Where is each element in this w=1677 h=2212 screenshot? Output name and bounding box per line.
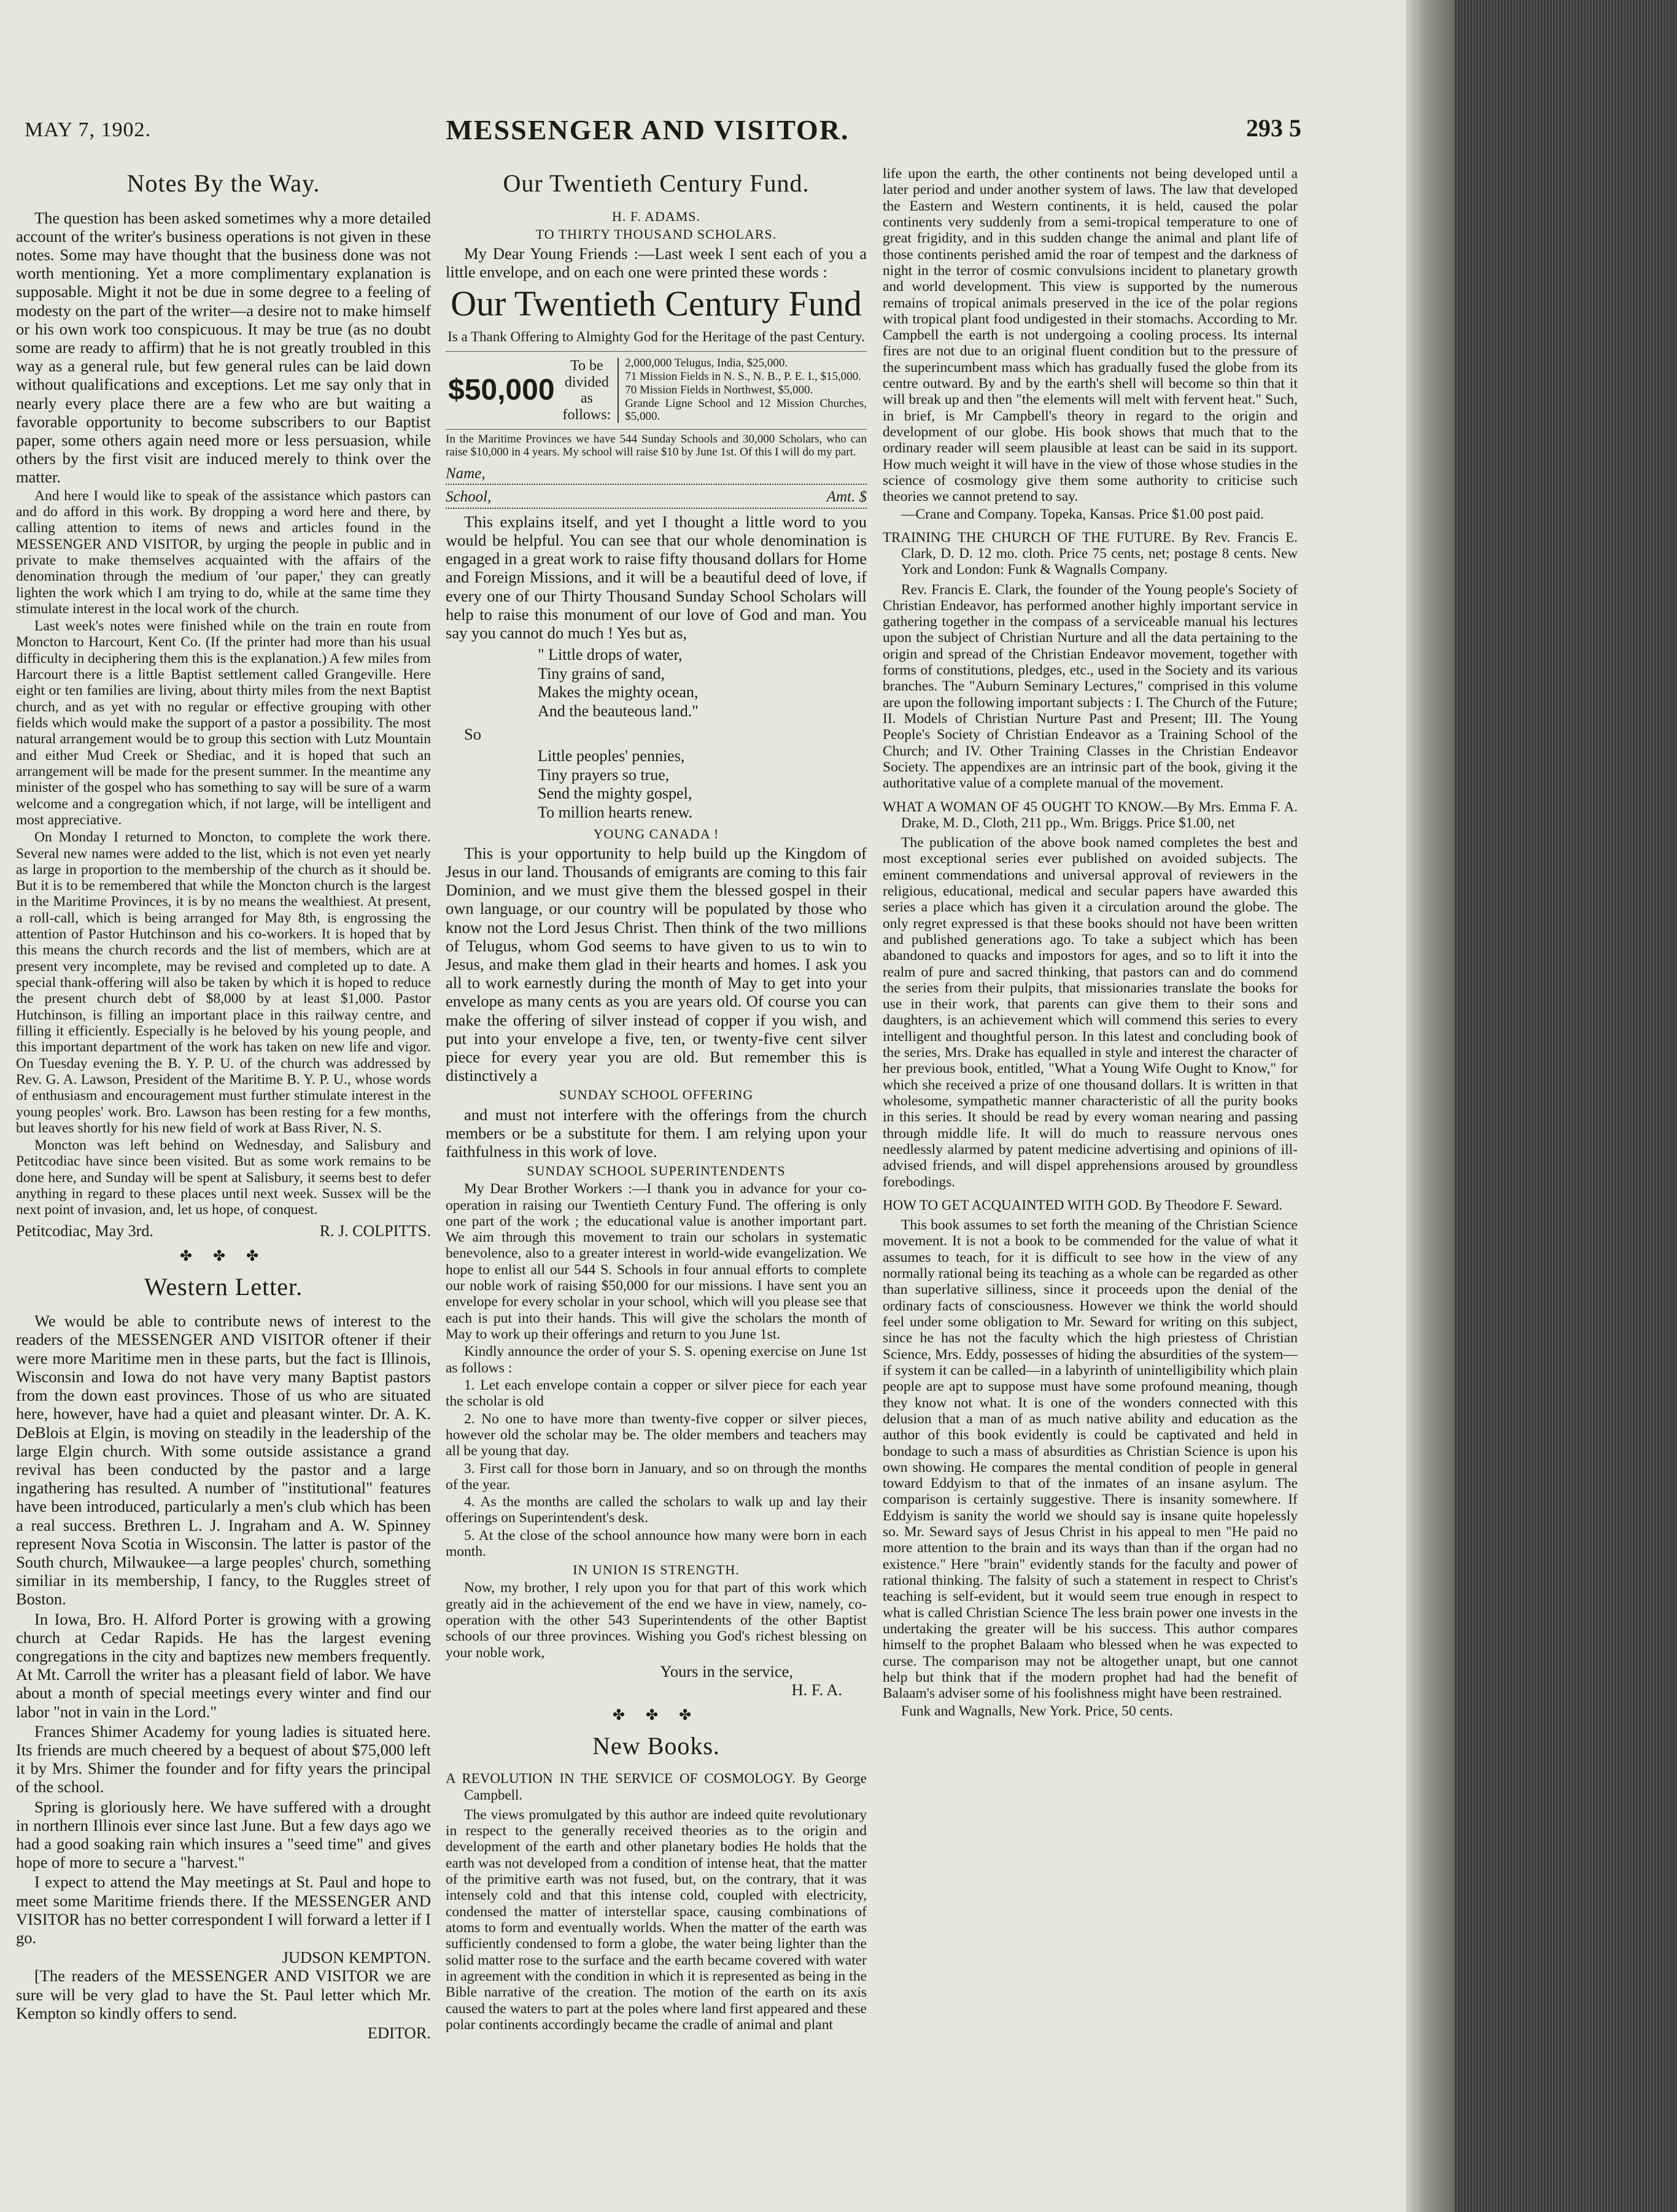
notes-paragraph: On Monday I returned to Moncton, to complete the work there. Several new names were added to the list, which is not even yet nearly as large in proportion to the membership of the church as it should be. But it is to be remembered that while the Moncton church is the largest in the Maritime Provinces, it is by no means the wealthiest. At present, a roll-call, which is being arranged for May 8th, is engrossing the attention of Pastor Hutchinson and his co-workers. It is hoped that by this means the church records and the list of members, which are at present very incomplete, may be revised and completed up to date. A special thank-offering will also be taken by which it is hoped to reduce the present church debt of $8,000 by at least $1,000. Pastor Hutchinson, is filling an important place in this railway centre, and filling it efficiently. Especially is he beloved by his young people, and this important department of the work has taken on new life and vigor. On Tuesday evening the B. Y. P. U. of the church was addressed by Rev. G. A. Lawson, President of the Maritime B. Y. P. U., whose words of enthusiasm and encouragement must further stimulate interest in the young peoples' work. Bro. Lawson has been resting for a few months, but leaves shortly for his new field of work at Bass River, N. S. [16, 829, 431, 1136]
issue-date: MAY 7, 1902. [25, 118, 151, 141]
poem-line: Tiny prayers so true, [538, 765, 670, 784]
union-heading: IN UNION IS STRENGTH. [573, 1562, 740, 1578]
order-step: 3. First call for those born in January, and so on through the months of the year. [446, 1460, 867, 1493]
book-review: Rev. Francis E. Clark, the founder of the Young people's Society of Christian Endeavor, has performed another highly important service in gathering together in the compass of a serviceable manual his lectures upon the subject of Christian Nurture and all the data pertaining to the origin and spread of the Christian Endeavor movement, together with forms of constitutions, pledges, etc., used in the Society and its various branches. The "Auburn Seminary Lectures," comprised in this volume are upon the following important subjects : I. The Church of the Future; II. Models of Christian Nurture Past and Present; III. The Young People's Society of Christian Endeavor as a Training School of the Church; and IV. Other Training Classes in the Christian Endeavor Society. The appendixes are an intrinsic part of the book, giving it the authoritative value of a complete manual of the movement. [883, 581, 1298, 792]
editor-signature: EDITOR. [367, 2024, 431, 2042]
envelope-subtitle: Is a Thank Offering to Almighty God for the Heritage of the past Century. [447, 329, 865, 345]
young-canada-heading: YOUNG CANADA ! [593, 826, 719, 841]
ss-superintendents-heading: SUNDAY SCHOOL SUPERINTENDENTS [527, 1163, 786, 1179]
order-step: 4. As the months are called the scholars to walk up and lay their offerings on Superintendent's desk. [446, 1494, 867, 1526]
poem-line: Makes the mighty ocean, [538, 683, 699, 702]
fund-closing: Yours in the service, [660, 1662, 793, 1681]
fund-paragraph: Kindly announce the order of your S. S. opening exercise on June 1st as follows : [446, 1344, 867, 1376]
notes-signature: R. J. COLPITTS. [319, 1221, 431, 1240]
notes-signoff [16, 1222, 431, 1240]
book-review: This book assumes to set forth the meaning of the Christian Science movement. It is not a book to be commended for the value of what it assumes to teach, for it is difficult to see how in the view of any normally rational being its teaching as a whole can be regarded as other than superlative silliness, since it proceeds upon the denial of the ordinary facts of consciousness. However we think the world should feel under some obligation to Mr. Seward for writing on this subject, since he has not the faculty which the high priestess of Christian Science, Mrs. Eddy, possesses of hiding the absurdities of the system—if system it can be called—in a labyrinth of unintelligibility which plain people are apt to suppose must have some profound meaning, though they know not what. It is one of the wonders connected with this delusion that a man of as much native ability and education as the author of this book evidently is could be captivated and held in bondage to such a mass of absurdities as Christian Science is upon his own showing. He compares the mental condition of people in general toward Eddyism to that of the inmates of an insane asylum. The comparison is certainly suggestive. There is insanity somewhere. If Eddyism is sanity the world we should say is insane quite hopelessly so. Mr. Seward says of Jesus Christ in his appeal to men "He paid no more attention to the brain and its ways than than if the organ had no existence." Here "brain" evidently stands for the faculty and power of rational thinking. The falsity of such a statement in respect to Christ's teaching is self-evident, but it would seem true enough in respect to what is called Christian Science The less brain power one invests in the undertaking the greater will be his success. This author compares himself to the prophet Balaam who blessed when he was expected to curse. The comparison may not be altogether unapt, but one cannot help but think that if the modern prophet had had the benefit of Balaam's adviser some of his foolishness might have been restrained. [883, 1217, 1298, 1702]
western-letter-title: Western Letter. [144, 1272, 303, 1301]
western-signature: JUDSON KEMPTON. [282, 1948, 431, 1967]
page-binding [1406, 0, 1455, 2212]
fund-allocation-list [619, 357, 867, 423]
western-paragraph: In Iowa, Bro. H. Alford Porter is growing with a growing church at Cedar Rapids. He has the largest evening congregations in the city and baptizes new members frequently. At Mt. Carroll the writer has a pleasant field of labor. We have about a month of special meetings every winter and find our labor "not in vain in the Lord." [16, 1609, 431, 1721]
new-books-title: New Books. [592, 1731, 720, 1760]
notes-paragraph: Last week's notes were finished while on the train en route from Moncton to Harcourt, Kent Co. (If the printer had more than his usual difficulty in deciphering them this is the explanation.) A few miles from Harcourt there is a little Baptist settlement called Grangeville. Here eight or ten families are living, about thirty miles from the next Baptist church, and as yet with no regular or effective grouping with other fields which would make the support of a pastor a possibility. The most natural arrangement would be to group this section with Lutz Mountain and either Mud Creek or Shediac, and it is hoped that such an arrangement will be made for the present summer. In the meantime any minister of the gospel who has something to say will be sure of a warm welcome and a congregation which, if not large, will be intelligent and most appreciative. [16, 618, 431, 828]
fund-line: 71 Mission Fields in N. S., N. B., P. E. I., $15,000. [625, 370, 862, 384]
page-number: 293 5 [1246, 114, 1301, 142]
page-edges [1455, 0, 1677, 2212]
western-paragraph: Spring is gloriously here. We have suffered with a drought in northern Illinois ever since last June. But a few days ago we had a good soaking rain which insures a "seed time" and gives hope of more to secure a "harvest." [16, 1797, 431, 1872]
poem-1 [538, 646, 867, 721]
fund-note: In the Maritime Provinces we have 544 Sunday Schools and 30,000 Scholars, who can raise $10,000 in 4 years. My school will raise $10 by June 1st. Of this I will do my part. [446, 432, 867, 458]
fund-addressee: TO THIRTY THOUSAND SCHOLARS. [535, 226, 777, 242]
fund-line: Grande Ligne School and 12 Mission Churches, $5,000. [625, 397, 867, 423]
name-blank: Name, [446, 465, 867, 485]
poem-line: Tiny grains of sand, [538, 664, 665, 683]
column-3 [883, 166, 1298, 1720]
fund-author: H. F. ADAMS. [611, 208, 701, 224]
book-review: The publication of the above book named completes the best and most exceptional series ever published on avoided subjects. The eminent commendations and universal approval of reviewers in the religious, educational, medical and secular papers have awarded this series a place which has given it a circulation around the globe. The only regret expressed is that these books should not have been written and published generations ago. To take a subject which has been abandoned to quacks and impostors for ages, and so to lift it into the realm of pure and sacred thinking, that pastors can and do commend the series from their pulpits, that missionaries translate the books for use in their work, that parents can give them to their sons and daughters, is an achievement which will commend this series to every intelligent and thoughtful person. In this latest and concluding book of the series, Mrs. Drake has equalled in style and interest the character of her previous book, entitled, "What a Young Wife Ought to Know," for which she received a prize of one thousand dollars. It is written in that wholesome, sympathetic manner characteristic of all the purity books in this series. It should be read by every woman nearing and passing through middle life. It will do much to reassure nervous ones needlessly alarmed by patent medicine advertising and opinions of ill-advised friends, and will dispel apprehensions aroused by groundless forebodings. [883, 835, 1298, 1190]
section-ornament: ✤ ✤ ✤ [612, 1707, 700, 1724]
book-publisher: Funk and Wagnalls, New York. Price, 50 cents. [901, 1703, 1173, 1719]
fund-paragraph: Now, my brother, I rely upon you for that part of this work which greatly aid in the achievement of the end we have in view, namely, co-operation with the other 543 Superintendents of the other Baptist schools of our three provinces. Wishing you God's richest blessing on your noble work, [446, 1580, 867, 1661]
western-paragraph: We would be able to contribute news of interest to the readers of the MESSENGER AND VISITOR oftener if their were more Maritime men in these parts, but the fact is Illinois, Wisconsin and Iowa do not have very many Baptist pastors from the down east provinces. Those of us who are situated here, however, have had a quiet and pleasant winter. Dr. A. K. DeBlois at Elgin, is moving on steadily in the leadership of the large Elgin church. With some outside assistance a grand revival has been conducted by the pastor and a large ingathering has resulted. A number of "institutional" features have been introduced, particularly a men's club which has been a real success. Brethren L. J. Ingraham and A. W. Spinney represent Nova Scotia in Wisconsin. The latter is pastor of the South church, Milwaukee—a large peoples' church, something similiar in its membership, I fancy, to the Ruggles street of Boston. [16, 1312, 431, 1609]
order-step: 5. At the close of the school announce how many were born in each month. [446, 1527, 867, 1560]
book-review: The views promulgated by this author are indeed quite revolutionary in respect to the generally received theories as to the origin and development of the earth and other planetary bodies He holds that the earth was not developed from a condition of intense heat, that the matter of the primitive earth was not fused, but, on the contrary, that it was intensely cold and that this intense cold, coupled with electricity, condensed the matter of interstellar space, causing combinations of atoms to form and eventually worlds. When the matter of the earth was sufficiently condensed to form a globe, the water being lighter than the solid matter rose to the surface and the earth became covered with water in agreement with the condition in which it is represented as being in the Bible narrative of the creation. The motion of the earth on its axis caused the waters to part at the poles where land first appeared and these polar continents accordingly became the cradle of animal and plant [446, 1806, 867, 2033]
book-title: TRAINING THE CHURCH OF THE FUTURE. By Rev. Francis E. Clark, D. D. 12 mo. cloth. Price 75 cents, net; postage 8 cents. New York and London: Funk & Wagnalls Company. [883, 529, 1298, 578]
poem-line: To million hearts renew. [538, 803, 693, 822]
fund-intro: My Dear Young Friends :—Last week I sent each of you a little envelope, and on each one were printed these words : [446, 244, 867, 281]
fund-title: Our Twentieth Century Fund. [503, 169, 810, 197]
school-blank [446, 489, 867, 509]
book-title: HOW TO GET ACQUAINTED WITH GOD. By Theodore F. Seward. [883, 1197, 1283, 1213]
book-review-continued: life upon the earth, the other continents not being developed until a later period and under another system of laws. The law that developed the Eastern and Western continents, it is held, caused the polar continents very suddenly from a semi-tropical temperature to one of great frigidity, and in this sudden change the animal and plant life of those continents perished amid the roar of tempest and the darkness of night in the terror of cosmic convulsions incident to planetary growth and world development. This view is supported by the numerous remains of tropical animals preserved in the ice of the polar regions with tropical plant food undigested in their stomachs. According to Mr. Campbell the earth is not undergoing a cooling process. Its internal fires are not due to an original fluent condition but to the pressure of the superincumbent mass which has gradually fused the globe from its centre outward. By and by the earth's shell will become so thin that it will break up and then "the elements will melt with fervent heat." Such, in brief, is Mr Campbell's theory in regard to the origin and development of our globe. His book shows that much that to the ordinary reader will seem plausible at least can be said in its support. How much weight it will have in the view of those whose studies in the science of cosmology give them some authority to criticise such theories we cannot pretend to say. [883, 166, 1298, 505]
fund-divided-label: To be divided as follows: [561, 358, 619, 423]
section-ornament: ✤ ✤ ✤ [179, 1248, 268, 1265]
notes-title: Notes By the Way. [126, 169, 320, 197]
poem-so: So [464, 724, 481, 743]
western-paragraph: I expect to attend the May meetings at St. Paul and hope to meet some Maritime friends there. If the MESSENGER AND VISITOR has no better correspondent I will forward a letter if I go. [16, 1873, 431, 1947]
notes-paragraph: The question has been asked sometimes why a more detailed account of the writer's business operations is not given in these notes. Some may have thought that the business done was not worth mentioning. Yet a more complimentary explanation is supposable. Might it not be due in some degree to a feeling of modesty on the part of the writer—a desire not to make himself or his own work too conspicuous. It may be true (as no doubt some are ready to affirm) that he is not greatly troubled in this way as a general rule, but few general rules can be laid down without qualifications and exceptions. Let me say only that in nearly every place there are a few who are but waiting a favorable opportunity to become subscribers to our Baptist paper, some others again need more or less persuasion, while others by the first visit are induced merely to think over the matter. [16, 208, 431, 487]
masthead-title: MESSENGER AND VISITOR. [446, 114, 850, 145]
fund-allocation-box [446, 351, 867, 429]
order-step: 1. Let each envelope contain a copper or silver piece for each year the scholar is old [446, 1377, 867, 1410]
fund-paragraph: My Dear Brother Workers :—I thank you in advance for your co-operation in raising our Twentieth Century Fund. The offering is only one part of the work ; the educational value is another important part. We aim through this movement to train our scholars in systematic benevolence, also to a greater interest in world-wide evangelization. We hope to enlist all our 544 S. Schools in four annual efforts to complete our noble work of raising $50,000 for our missions. I have sent you an envelope for every scholar in your school, which will you please see that each is put into their hands. This will give the scholars the month of May to work up their offerings and return to you June 1st. [446, 1181, 867, 1343]
notes-place: Petitcodiac, May 3rd. [16, 1221, 153, 1240]
fund-amount: $50,000 [448, 373, 555, 406]
western-paragraph: Frances Shimer Academy for young ladies is situated here. Its friends are much cheered by a bequest of about $75,000 left it by Mrs. Shimer the founder and for fifty years the principal of the school. [16, 1722, 431, 1796]
fund-line: 2,000,000 Telugus, India, $25,000. [625, 357, 788, 370]
page-header [18, 114, 1301, 150]
column-1 [16, 166, 431, 2042]
editor-note: [The readers of the MESSENGER AND VISITOR we are sure will be very glad to have the St. Paul letter which Mr. Kempton so kindly offers to send. [16, 1966, 431, 2022]
poem-line: " Little drops of water, [538, 646, 683, 664]
poem-line: Send the mighty gospel, [538, 784, 692, 803]
column-2 [446, 166, 867, 2034]
fund-initials: H. F. A. [791, 1680, 842, 1700]
poem-line: Little peoples' pennies, [538, 747, 685, 765]
fund-paragraph: This is your opportunity to help build up the Kingdom of Jesus in our land. Thousands of emigrants are coming to this fair Dominion, and we must give them the blessed gospel in their own language, or our country will be populated by those who know not the Lord Jesus Christ. Then think of the two millions of Telugus, whom God seems to have given to us to win to Jesus, and make them glad in their hearts and homes. I ask you all to work earnestly during the month of May to get into your envelope as many cents as you are years old. Of course you can make the offering of silver instead of copper if you wish, and put into your envelope a five, ten, or twenty-five cent silver piece for every year you are old. But remember this is distinctively a [446, 843, 867, 1085]
fund-paragraph: and must not interfere with the offerings from the church members or be a substitute for them. I am relying upon your faithfulness in this work of love. [446, 1105, 867, 1161]
order-step: 2. No one to have more than twenty-five copper or silver pieces, however old the scholar may be. The older members and teachers may all be young that day. [446, 1410, 867, 1460]
fund-line: 70 Mission Fields in Northwest, $5,000. [625, 384, 813, 397]
book-title: WHAT A WOMAN OF 45 OUGHT TO KNOW.—By Mrs. Emma F. A. Drake, M. D., Cloth, 211 pp., Wm. Briggs. Price $1.00, net [883, 799, 1298, 830]
poem-2 [538, 747, 867, 822]
book-title: A REVOLUTION IN THE SERVICE OF COSMOLOGY. By George Campbell. [446, 1771, 867, 1803]
amount-label: Amt. $ [826, 489, 867, 506]
poem-line: And the beauteous land." [538, 702, 699, 721]
book-publisher: —Crane and Company. Topeka, Kansas. Price $1.00 post paid. [901, 506, 1264, 522]
fund-paragraph: This explains itself, and yet I thought a little word to you would be helpful. You can see that our whole denomination is engaged in a great work to raise fifty thousand dollars for Home and Foreign Missions, and it will be a beautiful deed of love, if every one of our Thirty Thousand Sunday School Scholars will help to raise this monument of our love of God and man. You say you cannot do much ! Yes but as, [446, 512, 867, 642]
school-label: School, [446, 489, 492, 506]
envelope-title: Our Twentieth Century Fund [451, 284, 862, 324]
ss-offering-heading: SUNDAY SCHOOL OFFERING [559, 1087, 754, 1103]
notes-paragraph: And here I would like to speak of the assistance which pastors can and do afford in this work. By dropping a word here and there, by calling attention to items of news and articles found in the MESSENGER AND VISITOR, by urging the people in public and in private to make themselves acquainted with the affairs of the denomination through the medium of 'our paper,' they can greatly lighten the work which I am trying to do, while at the same time they stimulate interest in the local work of the church. [16, 487, 431, 617]
notes-paragraph: Moncton was left behind on Wednesday, and Salisbury and Petitcodiac have since been visited. But as some work remains to be done here, and Sunday will be spent at Salisbury, it seems best to defer anything in regard to these places until next week. Sussex will be the next point of invasion, and, let us hope, of conquest. [16, 1137, 431, 1218]
